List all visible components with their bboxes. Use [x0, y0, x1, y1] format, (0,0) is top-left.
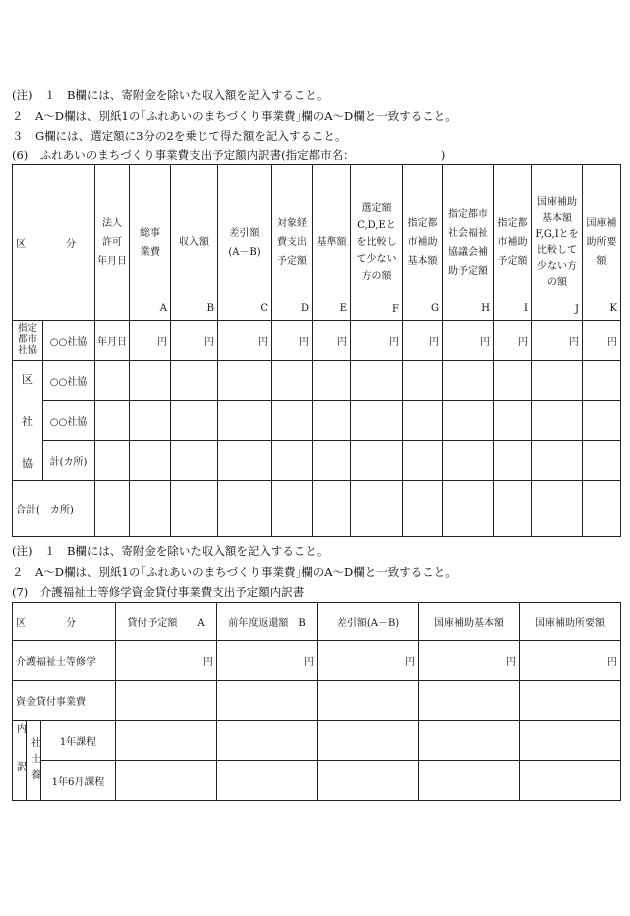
table7-naiwake: 内訳: [14, 722, 26, 799]
table6-header-kubun: 区 分: [13, 165, 95, 321]
table6-row-shitei-group: 指定 都市 社協: [13, 321, 43, 361]
section7-title: (7) 介護福祉士等修学資金貸付事業費支出予定額内訳書: [12, 585, 305, 599]
table6-expenditure-breakdown: [12, 164, 621, 537]
table6-yen-D: 円: [272, 321, 313, 361]
table7-header-B: 前年度返還額 B: [217, 603, 318, 641]
note1-item3: ３ G欄には、選定額に3分の2を乗じて得た額を記入すること。: [12, 129, 347, 143]
table6-yen-C: 円: [218, 321, 272, 361]
table6-ku-shakyo-group: 区 社 協: [13, 361, 43, 481]
table7-shikaku: 社士養: [27, 721, 41, 801]
table7-row-shikin: 資金貸付事業費: [13, 681, 116, 721]
table6-row-shitei-sub: ○○社協: [43, 321, 95, 361]
table6-grand-total: 合計( カ所): [13, 481, 95, 537]
table7-yen-B: 円: [217, 641, 318, 681]
table7-kaigo-loan-breakdown: [12, 602, 621, 801]
table6-yen-J: 円: [532, 321, 583, 361]
table6-row-shitei-date: 年月日: [95, 321, 130, 361]
table6-ku-sub-2: ○○社協: [43, 401, 95, 441]
note1-item1: (注) １ B欄には、寄附金を除いた収入額を記入すること。: [12, 88, 329, 102]
table6-header-col-B: 収入額 B: [171, 165, 218, 321]
note2-item2: ２ A～D欄は、別紙1の｢ふれあいのまちづくり事業費｣欄のA～D欄と一致すること。: [12, 565, 457, 579]
table6-yen-I: 円: [494, 321, 532, 361]
note2-item1: (注) １ B欄には、寄附金を除いた収入額を記入すること。: [12, 544, 329, 558]
table6-header-col-E: 基準額 E: [313, 165, 351, 321]
table6-header-col-H: 指定都市 社会福祉 協議会補 助予定額 H: [443, 165, 494, 321]
table6-ku-total: 計(カ所): [43, 441, 95, 481]
table6-header-col-G: 指定都 市補助 基本額 G: [403, 165, 443, 321]
table7-course-2: 1年6月課程: [41, 761, 116, 801]
table6-header-col-D: 対象経 費支出 予定額 D: [272, 165, 313, 321]
table6-yen-G: 円: [403, 321, 443, 361]
table6-yen-B: 円: [171, 321, 218, 361]
table7-row-kaigo: 介護福祉士等修学: [13, 641, 116, 681]
table7-header-C: 差引額(A－B): [318, 603, 419, 641]
note1-item2: ２ A～D欄は、別紙1の｢ふれあいのまちづくり事業費｣欄のA～D欄と一致すること。: [12, 109, 457, 123]
table7-header-A: 貸付予定額 A: [116, 603, 217, 641]
table6-header-col-C: 差引額 (A－B) C: [218, 165, 272, 321]
table6-header-col-A: 総事 業費 A: [130, 165, 171, 321]
section6-title: (6) ふれあいのまちづくり事業費支出予定額内訳書(指定都市名： ): [12, 148, 446, 162]
table7-header-kubun: 区 分: [13, 603, 116, 641]
table6-header-col-1: 法人 許可 年月日: [95, 165, 130, 321]
table6-yen-E: 円: [313, 321, 351, 361]
table6-yen-H: 円: [443, 321, 494, 361]
table6-header-col-I: 指定都 市補助 予定額 I: [494, 165, 532, 321]
table6-header-col-J: 国庫補助 基本額 F,G,Iとを 比較して 少ない方 の額 J: [532, 165, 583, 321]
table7-course-1: 1年課程: [41, 721, 116, 761]
table6-header-col-K: 国庫補 助所要 額 K: [583, 165, 621, 321]
table7-header-kihon: 国庫補助基本額: [419, 603, 520, 641]
table6-ku-sub-1: ○○社協: [43, 361, 95, 401]
table6-header-col-F: 選定額 C,D,Eと を比較し て少ない 方の額 F: [351, 165, 403, 321]
table6-yen-F: 円: [351, 321, 403, 361]
table6-yen-A: 円: [130, 321, 171, 361]
table7-header-shoyo: 国庫補助所要額: [520, 603, 621, 641]
table7-yen-C: 円: [318, 641, 419, 681]
table7-yen-A: 円: [116, 641, 217, 681]
table7-yen-shoyo: 円: [520, 641, 621, 681]
table7-yen-kihon: 円: [419, 641, 520, 681]
table6-yen-K: 円: [583, 321, 621, 361]
